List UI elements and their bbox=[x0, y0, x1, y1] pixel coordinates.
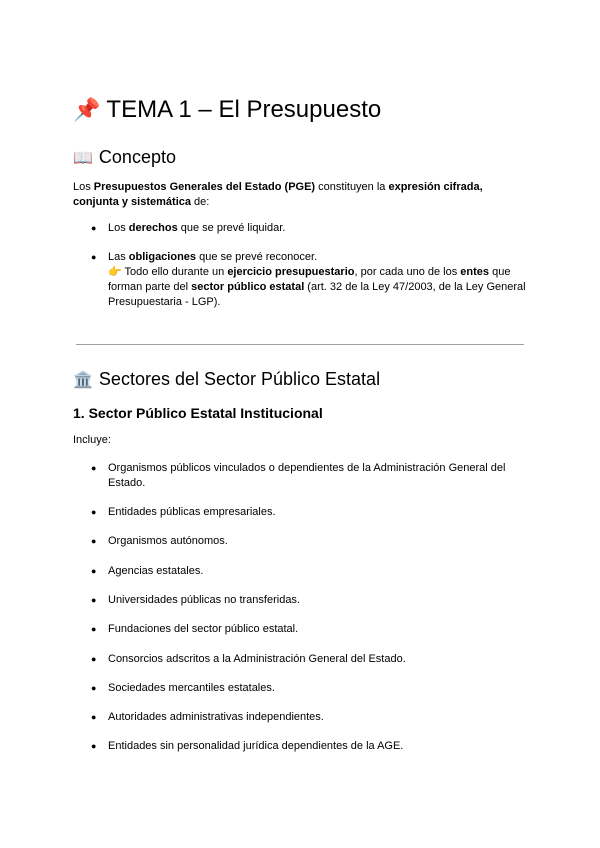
list-item: ● Las obligaciones que se prevé reconocer. 👉 Todo ello durante un ejercicio presupuestario, por cada uno de los entes que forman parte del sector público estatal (art. 32 de la Ley 47/2003, de la Ley General Presupuestaria - LGP). bbox=[91, 251, 526, 308]
bullet-icon: ● bbox=[91, 683, 97, 693]
bullet-icon: ● bbox=[91, 507, 97, 517]
horizontal-divider bbox=[76, 344, 524, 345]
list-item: ● Los derechos que se prevé liquidar. bbox=[91, 222, 286, 234]
bullet-icon: ● bbox=[91, 536, 97, 546]
sectores-heading: 🏛️ Sectores del Sector Público Estatal bbox=[73, 369, 381, 389]
bullet-icon: ● bbox=[91, 654, 97, 664]
list-item: ● Organismos autónomos. bbox=[91, 535, 228, 547]
bullet-icon: ● bbox=[91, 463, 97, 473]
list-item: ● Agencias estatales. bbox=[91, 565, 204, 577]
list-item: ● Consorcios adscritos a la Administración General del Estado. bbox=[91, 653, 406, 665]
concepto-intro: Los Presupuestos Generales del Estado (PGE) constituyen la expresión cifrada, conjunta y sistemática de: bbox=[73, 181, 483, 208]
concepto-heading: 📖 Concepto bbox=[73, 147, 176, 167]
bullet-icon: ● bbox=[91, 252, 97, 262]
pointing-hand-icon: 👉 bbox=[108, 266, 122, 278]
bullet-icon: ● bbox=[91, 624, 97, 634]
bullet-icon: ● bbox=[91, 223, 97, 233]
list-item: ● Organismos públicos vinculados o dependientes de la Administración General del Estado. bbox=[91, 462, 506, 489]
page-title bbox=[73, 94, 381, 126]
classical-building-icon: 🏛️ bbox=[73, 372, 93, 389]
bullet-icon: ● bbox=[91, 712, 97, 722]
list-item: ● Entidades públicas empresariales. bbox=[91, 506, 276, 518]
list-item: ● Autoridades administrativas independientes. bbox=[91, 711, 324, 723]
bullet-icon: ● bbox=[91, 741, 97, 751]
open-book-icon: 📖 bbox=[73, 150, 93, 167]
list-item: ● Sociedades mercantiles estatales. bbox=[91, 682, 275, 694]
list-item: ● Entidades sin personalidad jurídica dependientes de la AGE. bbox=[91, 740, 404, 752]
sectores-subheading: 1. Sector Público Estatal Institucional bbox=[73, 405, 323, 421]
sectores-intro: Incluye: bbox=[73, 434, 111, 446]
bullet-icon: ● bbox=[91, 566, 97, 576]
page-title-text: TEMA 1 – El Presupuesto bbox=[106, 96, 382, 123]
bullet-icon: ● bbox=[91, 595, 97, 605]
list-item: ● Universidades públicas no transferidas. bbox=[91, 594, 300, 606]
pushpin-icon: 📌 bbox=[73, 97, 101, 122]
list-item: ● Fundaciones del sector público estatal. bbox=[91, 623, 299, 635]
